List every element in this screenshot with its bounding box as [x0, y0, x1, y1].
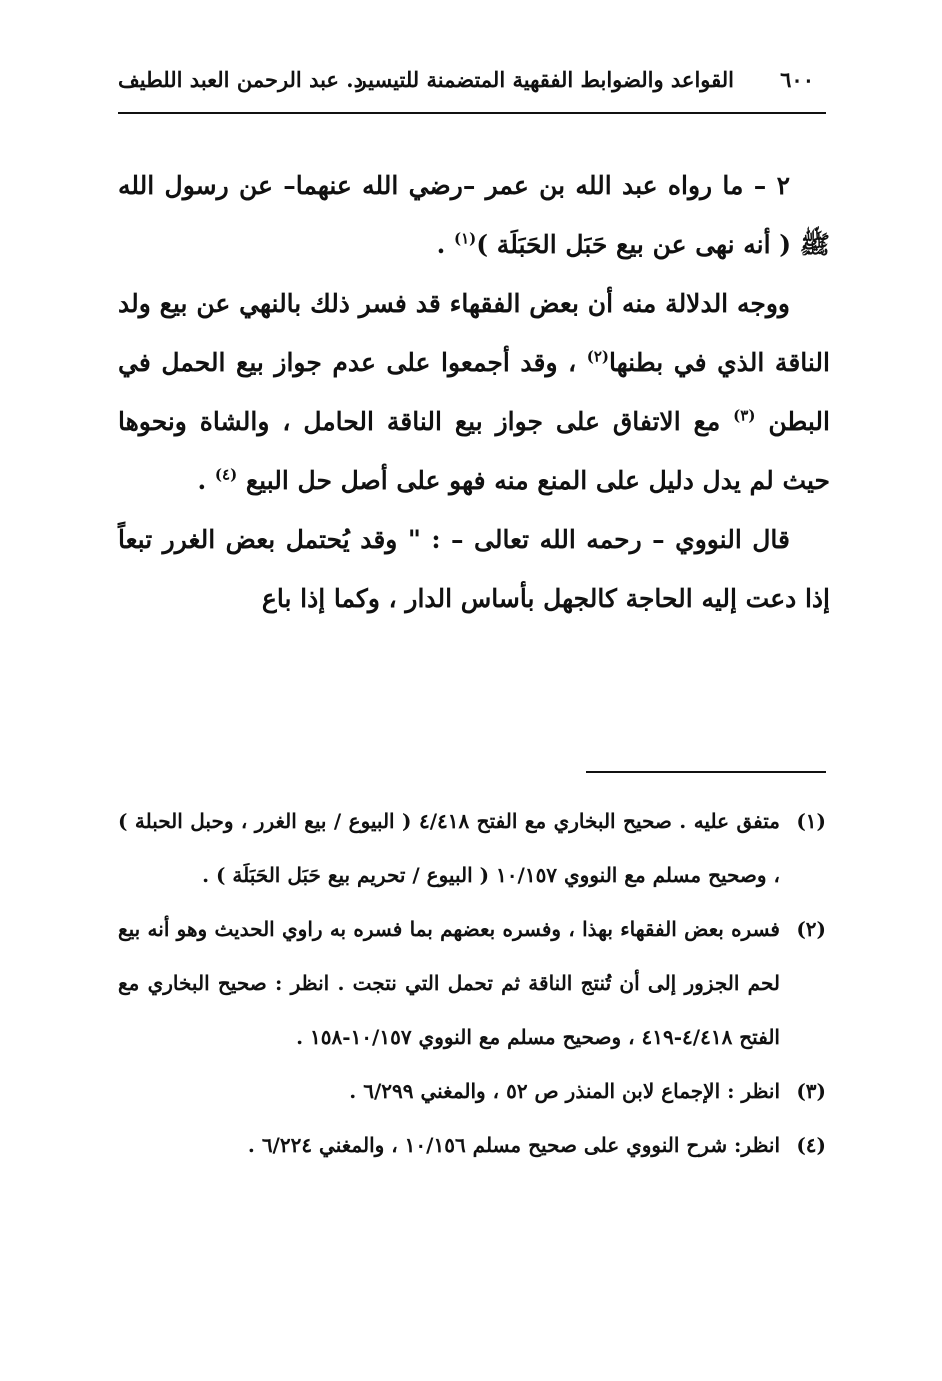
footnote-ref-1: (١) [453, 229, 477, 248]
header-rule [118, 112, 826, 114]
main-text [118, 156, 830, 628]
footnote-4 [118, 1118, 826, 1172]
footnote-number: (٣) [796, 1079, 826, 1103]
paragraph-evidence [118, 274, 830, 510]
footnotes [118, 794, 826, 1172]
running-header [118, 58, 826, 102]
author-name: د. عبد الرحمن العبد اللطيف [118, 67, 363, 92]
paragraph-hadith [118, 156, 830, 274]
page-number: ٦٠٠ [780, 67, 814, 92]
paragraph-evidence-part-a: ووجه الدلالة منه أن بعض الفقهاء قد فسر ذلك بالنهي عن بيع ولد الناقة الذي في بطنها [118, 289, 830, 377]
footnote-text: انظر : الإجماع لابن المنذر ص ٥٢ ، والمغني ٦/٢٩٩ . [349, 1079, 780, 1103]
footnote-3 [118, 1064, 826, 1118]
footnote-separator [586, 771, 826, 773]
footnote-ref-4: (٤) [214, 465, 238, 484]
paragraph-evidence-part-b: ، وقد أجمعوا على عدم جواز بيع الحمل في البطن [118, 348, 830, 436]
paragraph-evidence-part-c: مع الاتفاق على جواز بيع الناقة الحامل ، والشاة ونحوها حيث لم يدل دليل على المنع منه فهو على أصل حل البيع [118, 407, 830, 495]
footnote-number: (٢) [796, 917, 826, 941]
footnote-number: (١) [796, 809, 826, 833]
footnote-ref-2: (٢) [586, 347, 610, 366]
footnote-2 [118, 902, 826, 1064]
paragraph-evidence-end: . [197, 466, 215, 495]
paragraph-nawawi-text: قال النووي – رحمه الله تعالى – : " وقد يُحتمل بعض الغرر تبعاً إذا دعت إليه الحاجة كالجهل بأساس الدار ، وكما إذا باع [118, 525, 830, 613]
footnote-text: فسره بعض الفقهاء بهذا ، وفسره بعضهم بما فسره به راوي الحديث وهو أنه بيع لحم الجزور إلى أن تُنتج الناقة ثم تحمل التي نتجت . انظر : صحيح البخاري مع الفتح ٤/٤١٨-٤١٩ ، وصحيح مسلم مع النووي ١٠/١٥٧-١٥٨ . [118, 917, 780, 1049]
footnote-number: (٤) [796, 1133, 826, 1157]
paragraph-hadith-end: . [436, 230, 454, 259]
footnote-ref-3: (٣) [733, 406, 756, 425]
paragraph-nawawi [118, 510, 830, 628]
paragraph-hadith-text: ٢ – ما رواه عبد الله بن عمر –رضي الله عنهما– عن رسول الله ﷺ ( أنه نهى عن بيع حَبَل الحَبَلَة ) [118, 171, 830, 259]
footnote-text: انظر: شرح النووي على صحيح مسلم ١٠/١٥٦ ، والمغني ٦/٢٢٤ . [247, 1133, 780, 1157]
book-title: القواعد والضوابط الفقهية المتضمنة للتيسير [356, 67, 734, 92]
footnote-1 [118, 794, 826, 902]
footnote-text: متفق عليه . صحيح البخاري مع الفتح ٤/٤١٨ ( البيوع / بيع الغرر ، وحبل الحبلة ) ، وصحيح مسلم مع النووي ١٠/١٥٧ ( البيوع / تحريم بيع حَبَل الحَبَلَة ) . [118, 809, 780, 887]
